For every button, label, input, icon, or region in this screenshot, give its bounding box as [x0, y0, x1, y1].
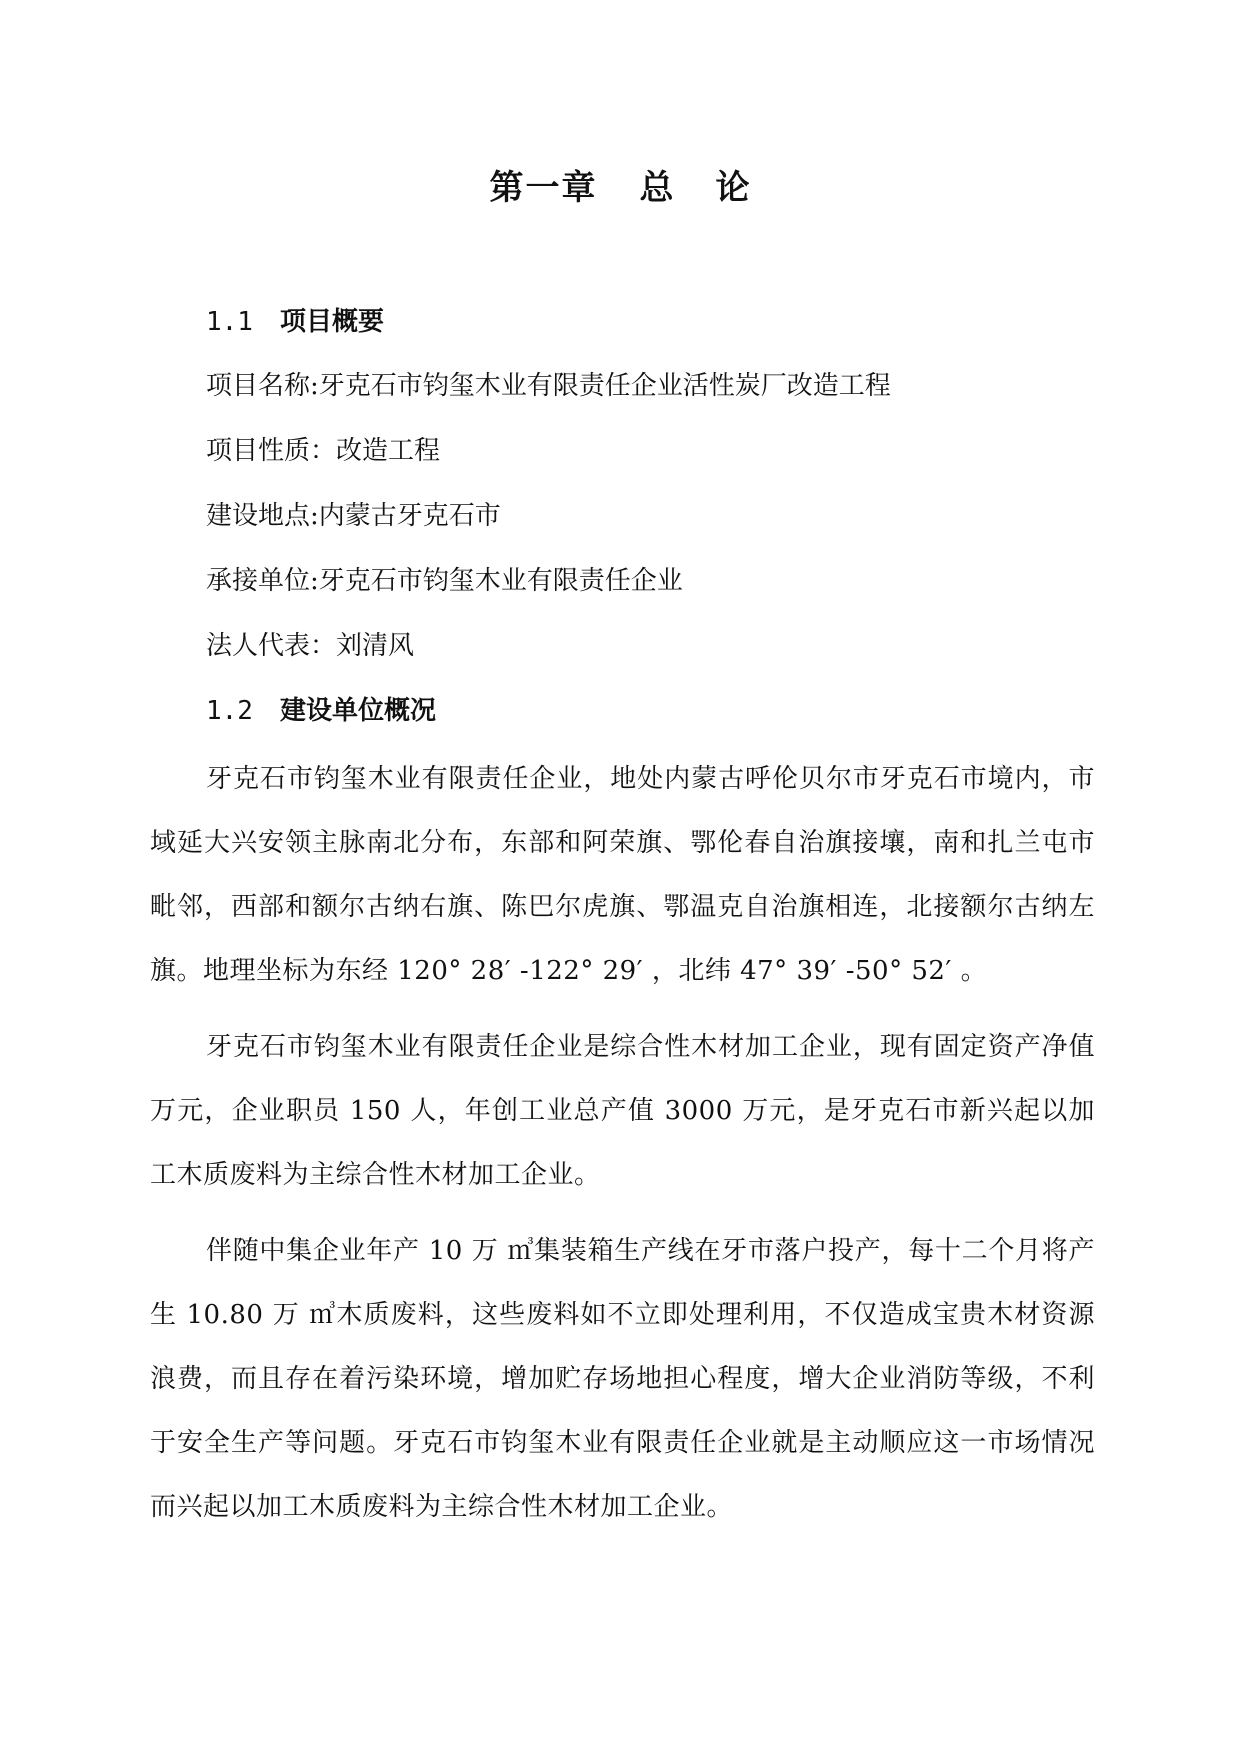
chapter-title-word-1: 总	[639, 168, 676, 208]
field-value: 牙克石市钧玺木业有限责任企业	[318, 566, 683, 596]
field-project-name	[150, 354, 1095, 419]
section-number: 1.2	[206, 696, 253, 726]
field-label: 法人代表：	[206, 631, 337, 661]
field-value: 刘清风	[336, 631, 415, 661]
field-value: 内蒙古牙克石市	[318, 501, 501, 531]
field-project-nature	[150, 419, 1095, 484]
section-title: 项目概要	[280, 307, 385, 337]
body-paragraph-location: 牙克石市钧玺木业有限责任企业，地处内蒙古呼伦贝尔市牙克石市境内，市域延大兴安领主脉南北分布，东部和阿荣旗、鄂伦春自治旗接壤，南和扎兰屯市毗邻，西部和额尔古纳右旗、陈巴尔虎旗、鄂温克自治旗相连，北接额尔古纳左旗。地理坐标为东经 120° 28′ -122° 29′ ，北纬 47° 39′ -50° 52′ 。	[150, 764, 1095, 986]
field-label: 项目性质：	[206, 436, 337, 466]
section-heading-1-1	[150, 290, 1095, 354]
section-title: 建设单位概况	[280, 696, 437, 726]
field-label: 承接单位:	[206, 566, 319, 596]
field-label: 项目名称:	[206, 371, 319, 401]
field-label: 建设地点:	[206, 501, 319, 531]
chapter-title-word-2: 论	[715, 168, 752, 208]
section-number: 1.1	[206, 307, 253, 337]
field-value: 牙克石市钧玺木业有限责任企业活性炭厂改造工程	[318, 371, 891, 401]
chapter-title	[0, 160, 1241, 209]
field-value: 改造工程	[336, 436, 441, 466]
field-legal-representative	[150, 614, 1095, 679]
field-contractor	[150, 549, 1095, 614]
body-paragraph-company: 牙克石市钧玺木业有限责任企业是综合性木材加工企业，现有固定资产净值万元，企业职员 150 人，年创工业总产值 3000 万元，是牙克石市新兴起以加工木质废料为主综合性木材加工企业。	[150, 1032, 1095, 1190]
section-heading-1-2	[150, 679, 1095, 743]
document-body	[150, 290, 1095, 1539]
field-construction-site	[150, 484, 1095, 549]
chapter-title-number: 第一章	[489, 168, 598, 208]
body-paragraph-waste: 伴随中集企业年产 10 万 ㎥集装箱生产线在牙市落户投产，每十二个月将产生 10.80 万 ㎥木质废料，这些废料如不立即处理利用，不仅造成宝贵木材资源浪费，而且存在着污染环境，增加贮存场地担心程度，增大企业消防等级，不利于安全生产等问题。牙克石市钧玺木业有限责任企业就是主动顺应这一市场情况而兴起以加工木质废料为主综合性木材加工企业。	[150, 1236, 1095, 1522]
